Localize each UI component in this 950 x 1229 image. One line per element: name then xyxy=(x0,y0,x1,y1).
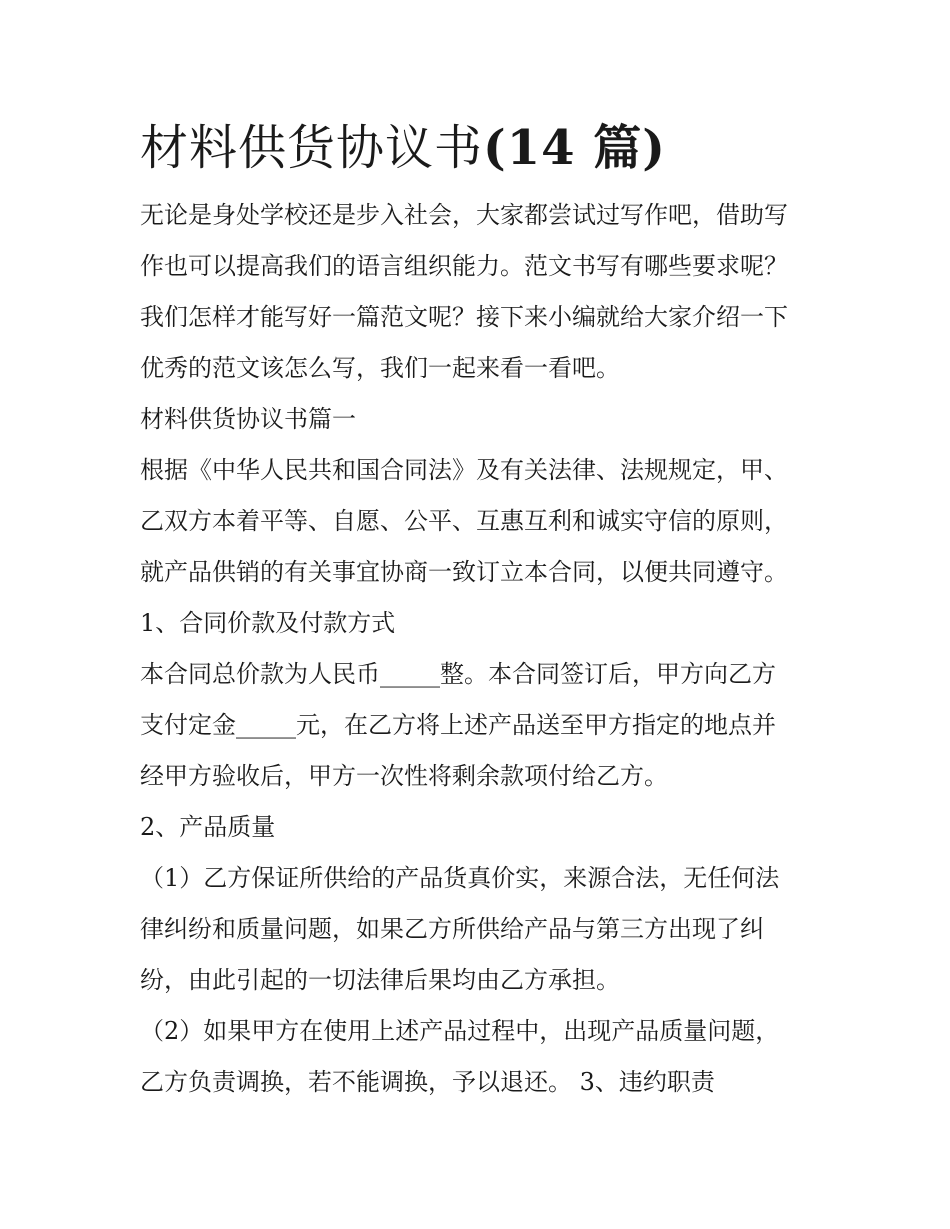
body-line: 律纠纷和质量问题，如果乙方所供给产品与第三方出现了纠 xyxy=(140,915,764,943)
body-line: 作也可以提高我们的语言组织能力。范文书写有哪些要求呢？ xyxy=(140,252,788,280)
body-line: 就产品供销的有关事宜协商一致订立本合同，以便共同遵守。 xyxy=(140,558,788,586)
body-line: 乙方负责调换，若不能调换，予以退还。 3、违约职责 xyxy=(140,1068,715,1096)
clause-heading: 2、产品质量 xyxy=(140,813,276,841)
body-line: （2）如果甲方在使用上述产品过程中，出现产品质量问题， xyxy=(140,1017,780,1045)
title-suffix: (14 篇) xyxy=(483,120,666,176)
body-line: 无论是身处学校还是步入社会，大家都尝试过写作吧，借助写 xyxy=(140,201,788,229)
title-main: 材料供货协议书 xyxy=(140,120,484,176)
body-line: 根据《中华人民共和国合同法》及有关法律、法规规定，甲、 xyxy=(140,456,788,484)
section-heading: 材料供货协议书篇一 xyxy=(140,405,356,433)
document-title xyxy=(140,110,820,186)
body-line: 支付定金_____元，在乙方将上述产品送至甲方指定的地点并 xyxy=(140,711,776,739)
clause-heading: 1、合同价款及付款方式 xyxy=(140,609,396,637)
body-line: （1）乙方保证所供给的产品货真价实，来源合法，无任何法 xyxy=(140,864,780,892)
body-line: 优秀的范文该怎么写，我们一起来看一看吧。 xyxy=(140,354,620,382)
document-page xyxy=(140,110,820,1108)
body-line: 经甲方验收后，甲方一次性将剩余款项付给乙方。 xyxy=(140,762,668,790)
body-line: 纷，由此引起的一切法律后果均由乙方承担。 xyxy=(140,966,620,994)
body-line: 我们怎样才能写好一篇范文呢？接下来小编就给大家介绍一下 xyxy=(140,303,788,331)
body-line: 乙双方本着平等、自愿、公平、互惠互利和诚实守信的原则， xyxy=(140,507,788,535)
body-line: 本合同总价款为人民币_____整。本合同签订后，甲方向乙方 xyxy=(140,660,776,688)
